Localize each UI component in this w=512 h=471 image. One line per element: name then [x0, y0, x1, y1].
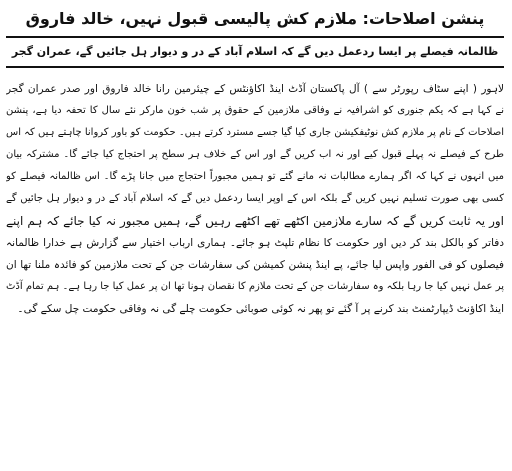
headline: پنشن اصلاحات: ملازم کش پالیسی قبول نہیں، خالد فاروق [25, 9, 485, 28]
body-line: دفاتر کو بالکل بند کر دیں اور حکومت کا نظام تلپٹ ہو جائے۔ ہماری ارباب اختیار سے گزارش ہے خدارا ظالمانہ [6, 237, 504, 249]
body-line: کسی بھی صورت تسلیم نہیں کریں گے بلکہ اس کے اوپر ایسا ردعمل دیں گے کہ اسلام آباد کے در و دیوار ہل جائیں گے [6, 193, 504, 204]
body-line: اور یہ ثابت کریں گے کہ سارے ملازمین اکٹھے تھے اکٹھے رہیں گے، ہمیں مجبور نہ کیا جائے کہ ہم اپنے [6, 214, 504, 228]
body-line: نے کہا ہے کہ یکم جنوری کو اشرافیہ نے وفاقی ملازمین کے حقوق پر شب خون مارکر نئے سال کا تحفہ دیا ہے، پنشن [6, 105, 504, 116]
body-line: اینڈ اکاؤنٹ ڈیپارٹمنٹ بند کرنے پر آ گئے تو پھر نہ کوئی صوبائی حکومت چلے گی نہ وفاقی حکومت چل سکے گی۔ [17, 303, 504, 315]
body-line: طرح کے فیصلے نہ پہلے قبول کیے اور نہ اب کریں گے اور اس کے خلاف ہر سطح پر احتجاج کیا جائے گا۔ مشترکہ بیان [6, 149, 504, 160]
body-line: فیصلوں کو فی الفور واپس لیا جائے، پے اینڈ پنشن کمیشن کی سفارشات جن کے تحت ملازمین کو فائدہ ملنا تھا ان [6, 259, 504, 271]
subheadline: ظالمانہ فیصلے پر ایسا ردعمل دیں گے کہ اسلام آباد کے در و دیوار ہل جائیں گے، عمران گجر [11, 45, 499, 58]
body-line: لاہور ( اپنے سٹاف رپورٹر سے ) آل پاکستان آڈٹ اینڈ اکاؤنٹس کے چیئرمین رانا خالد فاروق اور صدر عمران گجر [6, 83, 504, 95]
article-body [6, 78, 504, 320]
body-line: اصلاحات کے نام پر ملازم کش نوٹیفکیشن جاری کیا گیا جسے مسترد کرتے ہیں۔ حکومت کو باور کروانا چاہتے ہیں کہ اس [6, 127, 504, 138]
body-line: پر عمل نہیں کیا جا رہا بلکہ وہ سفارشات جن کے تحت ملازم کا نقصان ہونا تھا ان پر عمل کیا جا رہا ہے۔ ہم تمام آڈٹ [6, 281, 504, 292]
body-line: میں انہوں نے کہا کہ اگر ہمارے مطالبات نہ مانے گئے تو ہمیں مجبوراً احتجاج میں جانا پڑے گا۔ اس ظالمانہ فیصلے کو [6, 171, 504, 182]
divider-bottom [6, 66, 504, 68]
